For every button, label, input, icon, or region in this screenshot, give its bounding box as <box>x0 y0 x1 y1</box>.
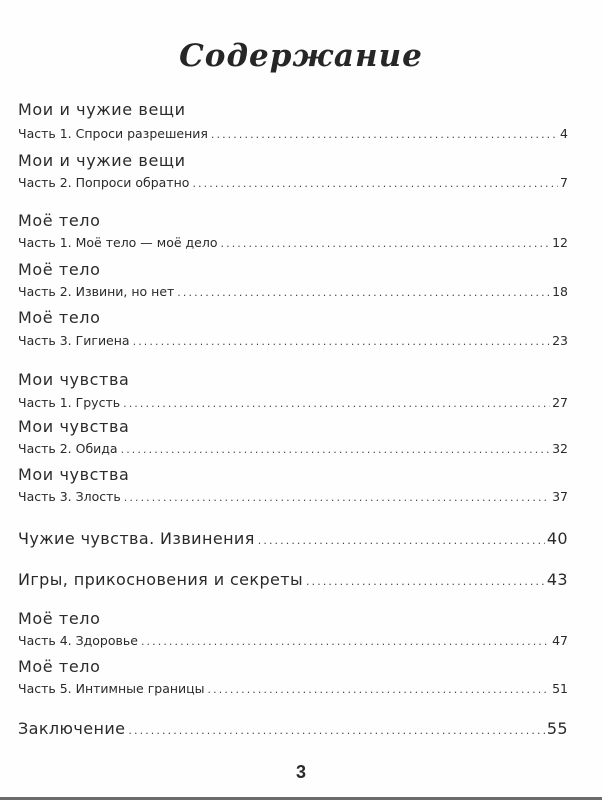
toc-heading: Мои чувства <box>18 465 130 484</box>
toc-page-number: 37 <box>552 489 568 504</box>
toc-entry-label: Часть 5. Интимные границы <box>18 681 205 696</box>
toc-entry[interactable] <box>18 235 568 250</box>
dot-leader <box>177 286 550 299</box>
toc-entry[interactable] <box>18 126 568 141</box>
dot-leader <box>121 443 550 456</box>
toc-entry-label: Часть 1. Спроси разрешения <box>18 126 208 141</box>
toc-entry[interactable] <box>18 681 568 696</box>
toc-heading: Мои и чужие вещи <box>18 100 186 119</box>
toc-entry-label: Часть 2. Попроси обратно <box>18 175 190 190</box>
toc-entry-label: Заключение <box>18 719 126 738</box>
dot-leader <box>128 724 544 737</box>
toc-entry-label: Часть 4. Здоровье <box>18 633 138 648</box>
dot-leader <box>192 177 558 190</box>
toc-page-number: 43 <box>546 570 568 589</box>
toc-page-number: 55 <box>546 719 568 738</box>
toc-heading: Моё тело <box>18 211 101 230</box>
toc-entry-label: Часть 3. Злость <box>18 489 121 504</box>
toc-page-number: 51 <box>552 681 568 696</box>
dot-leader <box>221 237 551 250</box>
dot-leader <box>258 534 545 547</box>
toc-page-number: 12 <box>552 235 568 250</box>
toc-entry-label: Игры, прикосновения и секреты <box>18 570 304 589</box>
toc-page-number: 47 <box>552 633 568 648</box>
dot-leader <box>124 491 550 504</box>
dot-leader <box>211 128 558 141</box>
dot-leader <box>208 683 551 696</box>
toc-heading: Моё тело <box>18 657 101 676</box>
dot-leader <box>133 335 551 348</box>
toc-page-number: 7 <box>560 175 568 190</box>
toc-entry[interactable] <box>18 333 568 348</box>
toc-entry-label: Чужие чувства. Извинения <box>18 529 255 548</box>
toc-page-number: 23 <box>552 333 568 348</box>
toc-page-number: 4 <box>560 126 568 141</box>
toc-entry[interactable] <box>18 529 568 548</box>
toc-entry-label: Часть 2. Обида <box>18 441 118 456</box>
toc-entry[interactable] <box>18 175 568 190</box>
toc-heading: Моё тело <box>18 609 101 628</box>
toc-entry-label: Часть 1. Грусть <box>18 395 121 410</box>
toc-entry-label: Часть 1. Моё тело — моё дело <box>18 235 218 250</box>
toc-page-number: 32 <box>552 441 568 456</box>
dot-leader <box>306 575 545 588</box>
toc-entry[interactable] <box>18 441 568 456</box>
toc-page-number: 40 <box>546 529 568 548</box>
dot-leader <box>141 635 550 648</box>
toc-heading: Мои и чужие вещи <box>18 151 186 170</box>
toc-entry[interactable] <box>18 570 568 589</box>
toc-entry[interactable] <box>18 395 568 410</box>
toc-entry[interactable] <box>18 633 568 648</box>
toc-heading: Моё тело <box>18 308 101 327</box>
toc-entry-label: Часть 2. Извини, но нет <box>18 284 175 299</box>
toc-page-number: 18 <box>552 284 568 299</box>
toc-heading: Мои чувства <box>18 417 130 436</box>
dot-leader <box>123 397 550 410</box>
page-number: 3 <box>295 762 306 782</box>
toc-entry[interactable] <box>18 489 568 504</box>
toc-page-number: 27 <box>552 395 568 410</box>
page-title: Содержание <box>179 38 423 74</box>
toc-entry[interactable] <box>18 284 568 299</box>
toc-heading: Мои чувства <box>18 370 130 389</box>
toc-entry-label: Часть 3. Гигиена <box>18 333 130 348</box>
toc-heading: Моё тело <box>18 260 101 279</box>
toc-entry[interactable] <box>18 719 568 738</box>
